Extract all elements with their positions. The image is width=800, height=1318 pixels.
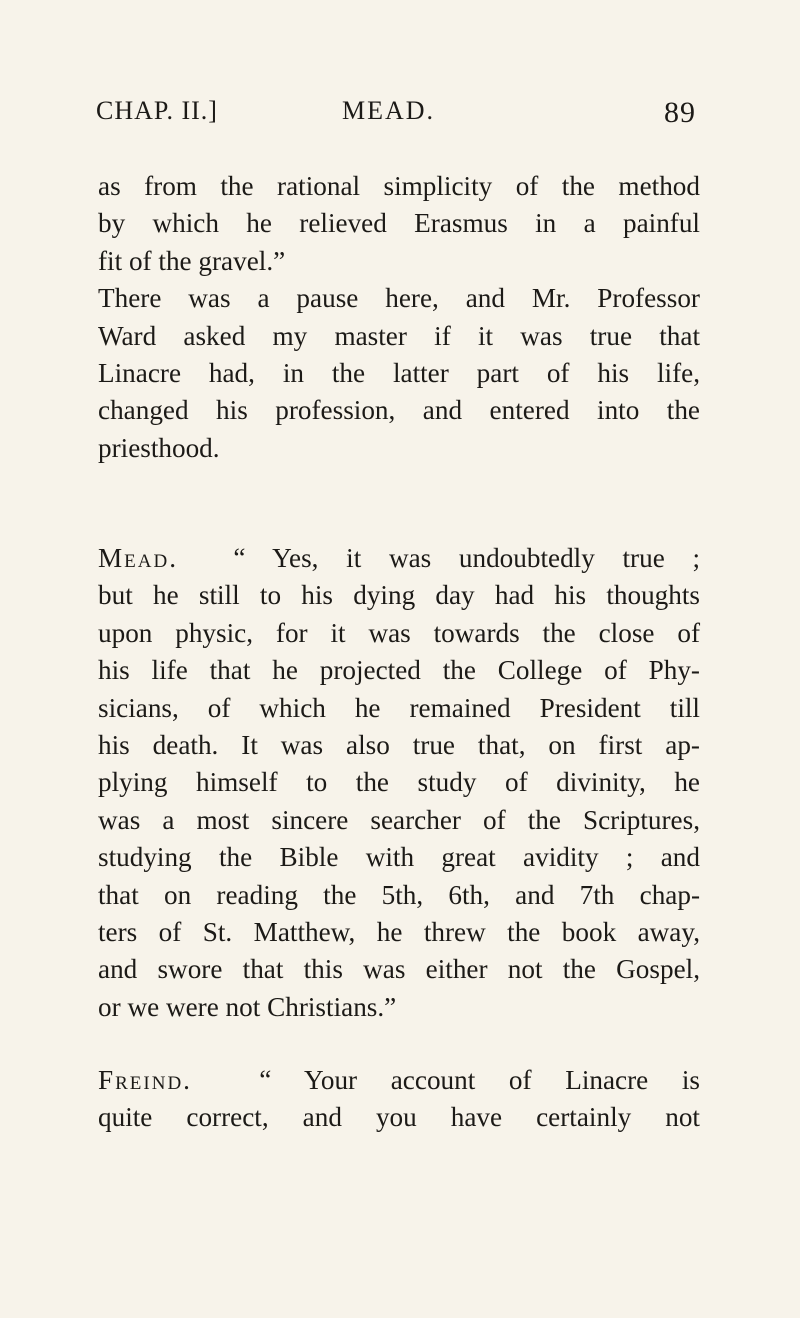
- paragraph-freind: [98, 1062, 700, 1137]
- text-line: plying himself to the study of divinity, he: [98, 767, 700, 798]
- paragraph-1: [98, 168, 700, 467]
- paragraph-mead: [98, 540, 700, 1026]
- speaker-name: Freind.: [98, 1065, 192, 1095]
- text-line: as from the rational simplicity of the method: [98, 171, 700, 201]
- text-line: ters of St. Matthew, he threw the book away,: [98, 916, 700, 947]
- text-line: his death. It was also true that, on first ap-: [98, 729, 700, 760]
- speaker-line: [98, 1062, 700, 1099]
- text-line: sicians, of which he remained President till: [98, 692, 700, 723]
- speaker-name: Mead.: [98, 543, 179, 573]
- text-line: upon physic, for it was towards the close of: [98, 617, 700, 648]
- text-line: his life that he projected the College of Phy-: [98, 655, 700, 686]
- text-line: quite correct, and you have certainly not: [98, 1102, 700, 1133]
- text-line: fit of the gravel.”: [98, 245, 286, 276]
- speaker-line: [98, 540, 700, 577]
- text-line: was a most sincere searcher of the Scriptures,: [98, 804, 700, 835]
- text-line: but he still to his dying day had his thoughts: [98, 580, 700, 611]
- running-header: [96, 96, 696, 136]
- text-line: or we were not Christians.”: [98, 991, 397, 1022]
- chapter-label: CHAP. II.]: [96, 96, 218, 125]
- speech-start: “ Yes, it was undoubtedly true ;: [233, 543, 700, 573]
- running-title: MEAD.: [342, 96, 436, 125]
- text-line: by which he relieved Erasmus in a painful: [98, 208, 700, 239]
- speech-start: “ Your account of Linacre is: [259, 1065, 700, 1095]
- text-line: and swore that this was either not the Gospel,: [98, 954, 700, 985]
- page-number: 89: [664, 96, 696, 129]
- text-line: changed his profession, and entered into the: [98, 395, 700, 426]
- text-line: There was a pause here, and Mr. Professor: [98, 283, 700, 314]
- text-line: Ward asked my master if it was true that: [98, 320, 700, 351]
- text-line: priesthood.: [98, 432, 220, 463]
- text-line: that on reading the 5th, 6th, and 7th chap-: [98, 879, 700, 910]
- text-line: Linacre had, in the latter part of his life,: [98, 357, 700, 388]
- text-line: studying the Bible with great avidity ; and: [98, 842, 700, 873]
